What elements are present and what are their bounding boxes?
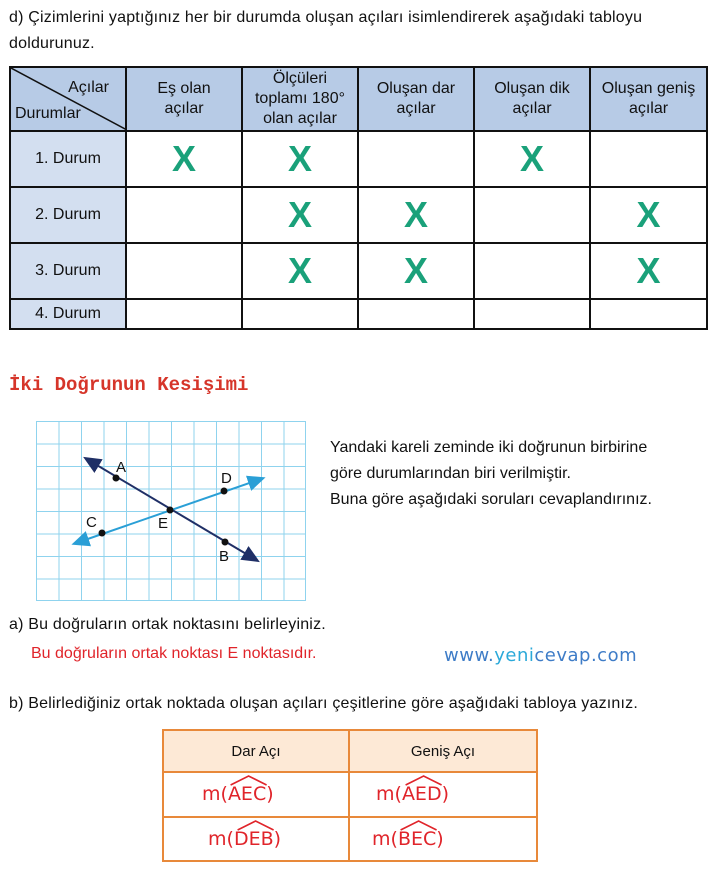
row-label: 4. Durum <box>10 299 126 329</box>
label-e: E <box>158 515 169 532</box>
table-cell <box>242 131 358 187</box>
corner-top-label: Açılar <box>68 79 109 96</box>
handwritten-angle: m( BEC) <box>372 828 444 850</box>
table-cell <box>358 131 474 187</box>
angle-name-wrap <box>398 828 436 850</box>
x-mark: X <box>636 194 661 236</box>
header-genis: Geniş Açı <box>349 730 537 772</box>
col-header-dik <box>474 67 590 131</box>
col-header-line: Ölçüleri <box>272 70 328 87</box>
col-header-line: Oluşan dar <box>376 80 456 97</box>
table-cell <box>242 187 358 243</box>
table-cell <box>242 243 358 299</box>
col-header-line: açılar <box>396 100 436 117</box>
angle-types-table <box>162 729 538 862</box>
angle-name-wrap <box>402 783 442 805</box>
measure-m: m <box>376 783 395 806</box>
col-header-line: açılar <box>512 100 552 117</box>
table-cell <box>590 243 707 299</box>
col-header-line: olan açılar <box>263 110 337 127</box>
col-header-es <box>126 67 242 131</box>
x-mark: X <box>519 138 544 180</box>
dar-cell <box>163 817 349 862</box>
angle-hat-icon <box>399 819 439 831</box>
table-row <box>10 299 707 329</box>
row-label: 1. Durum <box>10 131 126 187</box>
handwritten-angle: m( AEC) <box>202 783 274 805</box>
x-mark: X <box>287 250 312 292</box>
label-d: D <box>221 470 232 487</box>
point-b <box>222 539 229 546</box>
table-row <box>10 243 707 299</box>
watermark-prefix: www. <box>444 645 495 666</box>
table-cell <box>358 187 474 243</box>
point-c <box>99 530 106 537</box>
table-row <box>163 817 537 862</box>
angle-hat-icon <box>229 774 269 786</box>
table-row <box>10 131 707 187</box>
question-d-line1: d) Çizimlerini yaptığınız her bir durumda oluşan açıları isimlendirerek aşağıdaki tabloyu <box>9 9 643 26</box>
angles-table-header <box>10 67 707 131</box>
handwritten-angle: m( DEB) <box>208 828 281 850</box>
label-a: A <box>116 459 127 476</box>
angle-name: BEC <box>397 827 437 850</box>
table-cell <box>126 131 242 187</box>
table-cell <box>126 187 242 243</box>
table-row <box>10 187 707 243</box>
col-header-genis <box>590 67 707 131</box>
x-mark: X <box>287 194 312 236</box>
x-mark: X <box>287 138 312 180</box>
angle-name-wrap <box>234 828 274 850</box>
watermark-mid: yeni <box>494 645 535 666</box>
row-label: 3. Durum <box>10 243 126 299</box>
table-cell <box>474 299 590 329</box>
x-mark: X <box>636 250 661 292</box>
label-c: C <box>86 514 97 531</box>
genis-cell <box>349 817 537 862</box>
angle-name: AEC <box>227 783 267 806</box>
angle-hat-icon <box>235 819 275 831</box>
header-dar: Dar Açı <box>163 730 349 772</box>
section-heading: İki Doğrunun Kesişimi <box>9 374 249 396</box>
angle-name: DEB <box>233 827 274 850</box>
table-cell <box>126 243 242 299</box>
corner-cell <box>10 67 126 131</box>
table-cell <box>242 299 358 329</box>
description-line: Yandaki kareli zeminde iki doğrunun birbirine <box>330 439 648 456</box>
table-cell <box>590 187 707 243</box>
table-cell <box>474 187 590 243</box>
handwritten-angle: m( AED) <box>376 783 449 805</box>
angles-table <box>9 66 708 330</box>
intersection-figure <box>36 421 306 601</box>
description-line: göre durumlarından biri verilmiştir. <box>330 465 571 482</box>
corner-bottom-label: Durumlar <box>15 105 81 122</box>
col-header-line: açılar <box>628 100 669 117</box>
table-cell <box>358 299 474 329</box>
dar-cell <box>163 772 349 817</box>
x-mark: X <box>171 138 196 180</box>
point-d <box>221 488 228 495</box>
table-cell <box>358 243 474 299</box>
table-cell <box>474 131 590 187</box>
angle-name-wrap <box>228 783 266 805</box>
col-header-dar <box>358 67 474 131</box>
angle-name: AED <box>401 783 442 806</box>
x-mark: X <box>403 250 428 292</box>
row-label: 2. Durum <box>10 187 126 243</box>
angle-types-header <box>163 730 537 772</box>
table-row <box>163 772 537 817</box>
label-b: B <box>219 548 230 565</box>
x-mark: X <box>403 194 428 236</box>
col-header-toplam <box>242 67 358 131</box>
table-cell <box>590 299 707 329</box>
col-header-line: açılar <box>164 100 204 117</box>
watermark-suffix: cevap.com <box>534 645 638 666</box>
col-header-line: Oluşan dik <box>494 80 570 97</box>
col-header-line: toplamı 180° <box>254 90 345 107</box>
question-b: b) Belirlediğiniz ortak noktada oluşan açıları çeşitlerine göre aşağıdaki tabloya yazınız. <box>9 695 638 712</box>
question-d <box>9 5 709 57</box>
answer-a: Bu doğruların ortak noktası E noktasıdır. <box>31 645 317 662</box>
question-d-line2: doldurunuz. <box>9 35 95 52</box>
genis-cell <box>349 772 537 817</box>
col-header-line: Eş olan <box>157 80 211 97</box>
measure-m: m <box>208 827 227 850</box>
measure-m: m <box>372 827 391 850</box>
question-a: a) Bu doğruların ortak noktasını belirleyiniz. <box>9 616 326 633</box>
table-cell <box>126 299 242 329</box>
watermark <box>444 645 637 666</box>
point-e <box>167 507 174 514</box>
table-cell <box>590 131 707 187</box>
measure-m: m <box>202 783 221 806</box>
grid-svg <box>36 421 306 601</box>
col-header-line: Oluşan geniş <box>601 80 696 97</box>
angle-hat-icon <box>403 774 443 786</box>
figure-description <box>330 435 700 513</box>
description-line: Buna göre aşağıdaki soruları cevaplandırınız. <box>330 491 652 508</box>
table-cell <box>474 243 590 299</box>
